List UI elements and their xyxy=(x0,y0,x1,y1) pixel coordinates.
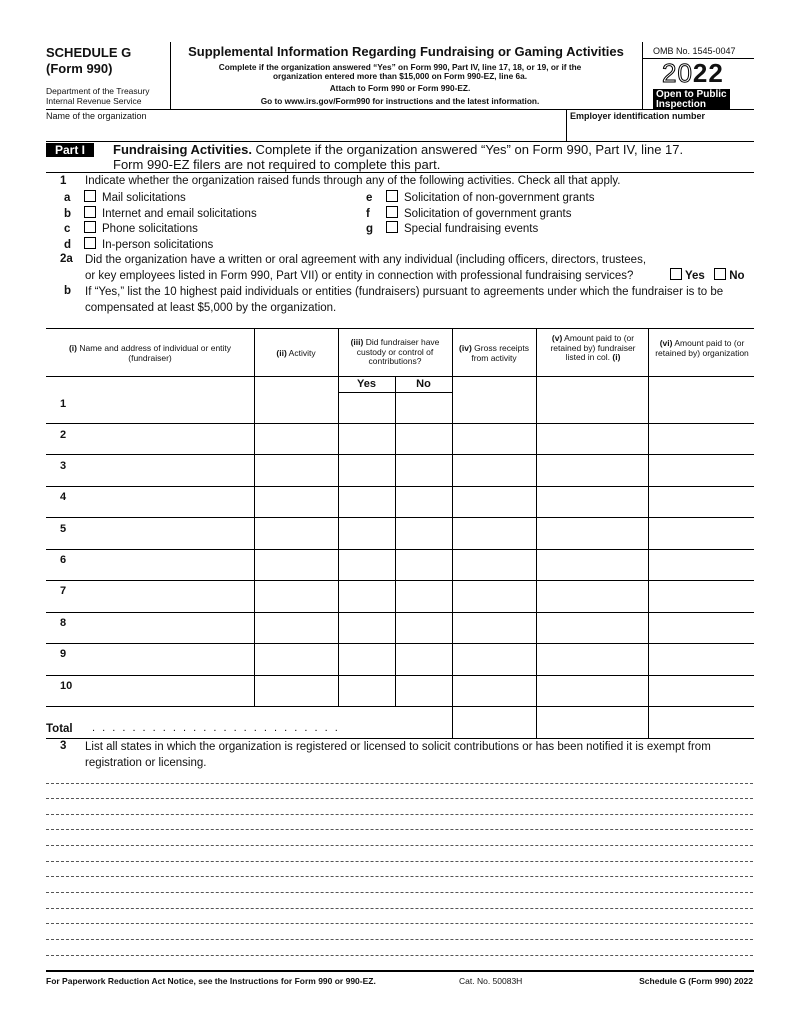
table-row-number: 7 xyxy=(60,585,67,597)
custody-yes-header: Yes xyxy=(357,378,376,390)
total-gross-receipts-field[interactable] xyxy=(453,707,535,737)
checkbox-2a-no[interactable] xyxy=(714,268,726,280)
part-1-title xyxy=(113,142,683,172)
total-label: Total xyxy=(46,723,73,735)
option-a: a Mail solicitations xyxy=(64,192,186,204)
checkbox-special-fundraising-events[interactable] xyxy=(386,221,398,233)
instruction-line2: organization entered more than $15,000 on Form 990-EZ, line 6a. xyxy=(272,71,528,81)
label-2a-yes: Yes xyxy=(685,270,705,282)
total-amount-fundraiser-field[interactable] xyxy=(537,707,647,737)
option-b: b Internet and email solicitations xyxy=(64,208,257,220)
checkbox-non-government-grants[interactable] xyxy=(386,190,398,202)
line-3-number: 3 xyxy=(60,740,67,752)
form-title: Supplemental Information Regarding Fundraising or Gaming Activities xyxy=(188,44,624,59)
line-2b-letter: b xyxy=(64,285,72,297)
tax-year-century: 20 xyxy=(662,58,693,88)
open-to-public-line2: Inspection xyxy=(656,98,707,110)
total-amount-organization-field[interactable] xyxy=(649,707,753,737)
table-row-number: 1 xyxy=(60,398,67,410)
option-d: d In-person solicitations xyxy=(64,239,214,251)
table-row-number: 6 xyxy=(60,554,67,566)
schedule-name: SCHEDULE G xyxy=(46,45,132,60)
custody-no-header: No xyxy=(416,378,431,390)
ein-label: Employer identification number xyxy=(570,111,706,121)
footer-form-id: Schedule G (Form 990) 2022 xyxy=(639,976,753,986)
column-header-gross-receipts: (iv) Gross receipts from activity xyxy=(459,343,529,363)
tax-year-decade: 22 xyxy=(692,58,724,88)
ein-field[interactable] xyxy=(568,122,753,140)
table-row-number: 9 xyxy=(60,648,67,660)
part-1-tag: Part I xyxy=(46,143,94,157)
part-1-title-line2: Form 990-EZ filers are not required to complete this part. xyxy=(113,157,441,172)
form-number: (Form 990) xyxy=(46,61,113,76)
organization-name-field[interactable] xyxy=(46,122,564,140)
total-leader-dots: . . . . . . . . . . . . . . . . . . . . . . . . . xyxy=(92,722,340,734)
open-to-public-line1: Open to Public xyxy=(656,89,727,100)
line-2a-text: Did the organization have a written or oral agreement with any individual (including officers, directors, trustees, or key employees listed in Form 990, Part VII) or entity in connection with professional fundraising services? xyxy=(85,254,647,282)
checkbox-mail-solicitations[interactable] xyxy=(84,190,96,202)
line-2b-text: If “Yes,” list the 10 highest paid individuals or entities (fundraisers) pursuant to agreements under which the fundraiser is to be compensated at least $5,000 by the organization. xyxy=(85,286,724,314)
option-e: e Solicitation of non-government grants xyxy=(366,192,595,204)
organization-name-label: Name of the organization xyxy=(46,111,147,121)
column-header-custody: (iii) Did fundraiser have custody or control of contributions? xyxy=(350,337,440,366)
instruction-line1: Complete if the organization answered “Yes” on Form 990, Part IV, line 17, 18, or 19, or if the xyxy=(218,62,582,72)
paperwork-notice: For Paperwork Reduction Act Notice, see the Instructions for Form 990 or 990-EZ. xyxy=(46,976,376,986)
line-1-number: 1 xyxy=(60,175,67,187)
table-row-number: 8 xyxy=(60,617,67,629)
table-row-number: 4 xyxy=(60,491,67,503)
option-c: c Phone solicitations xyxy=(64,223,198,235)
part-1-title-bold: Fundraising Activities. xyxy=(113,142,252,157)
option-g: g Special fundraising events xyxy=(366,223,539,235)
checkbox-internet-email-solicitations[interactable] xyxy=(84,206,96,218)
table-row-number: 2 xyxy=(60,429,67,441)
line-2a-number: 2a xyxy=(60,253,73,265)
attach-instruction: Attach to Form 990 or Form 990-EZ. xyxy=(329,83,471,93)
checkbox-phone-solicitations[interactable] xyxy=(84,221,96,233)
catalog-number: Cat. No. 50083H xyxy=(459,976,523,986)
line-1-text: Indicate whether the organization raised funds through any of the following activities. Check all that apply. xyxy=(85,175,621,187)
line-3-text: List all states in which the organization is registered or licensed to solicit contributions or has been notified it is exempt from registration or licensing. xyxy=(85,741,711,769)
tax-year xyxy=(662,59,724,87)
open-to-public-badge xyxy=(653,89,730,109)
department-line1: Department of the Treasury xyxy=(46,86,150,96)
checkbox-government-grants[interactable] xyxy=(386,206,398,218)
website-instruction: Go to www.irs.gov/Form990 for instructions and the latest information. xyxy=(260,96,540,106)
line-2a-answer xyxy=(670,268,745,282)
table-row-number: 3 xyxy=(60,460,67,472)
column-header-name: (i) Name and address of individual or entity (fundraiser) xyxy=(68,343,232,363)
column-header-amount-organization: (vi) Amount paid to (or retained by) organization xyxy=(655,338,749,358)
department-line2: Internal Revenue Service xyxy=(46,96,142,106)
label-2a-no: No xyxy=(729,270,745,282)
column-header-amount-fundraiser: (v) Amount paid to (or retained by) fundraiser listed in col. (i) xyxy=(550,333,636,362)
table-row-number: 5 xyxy=(60,523,67,535)
checkbox-in-person-solicitations[interactable] xyxy=(84,237,96,249)
part-1-title-rest: Complete if the organization answered “Yes” on Form 990, Part IV, line 17. xyxy=(251,142,684,157)
checkbox-2a-yes[interactable] xyxy=(670,268,682,280)
table-row-number: 10 xyxy=(60,680,73,692)
option-f: f Solicitation of government grants xyxy=(366,208,572,220)
omb-number: OMB No. 1545-0047 xyxy=(653,46,736,56)
column-header-activity: (ii) Activity xyxy=(276,348,316,358)
